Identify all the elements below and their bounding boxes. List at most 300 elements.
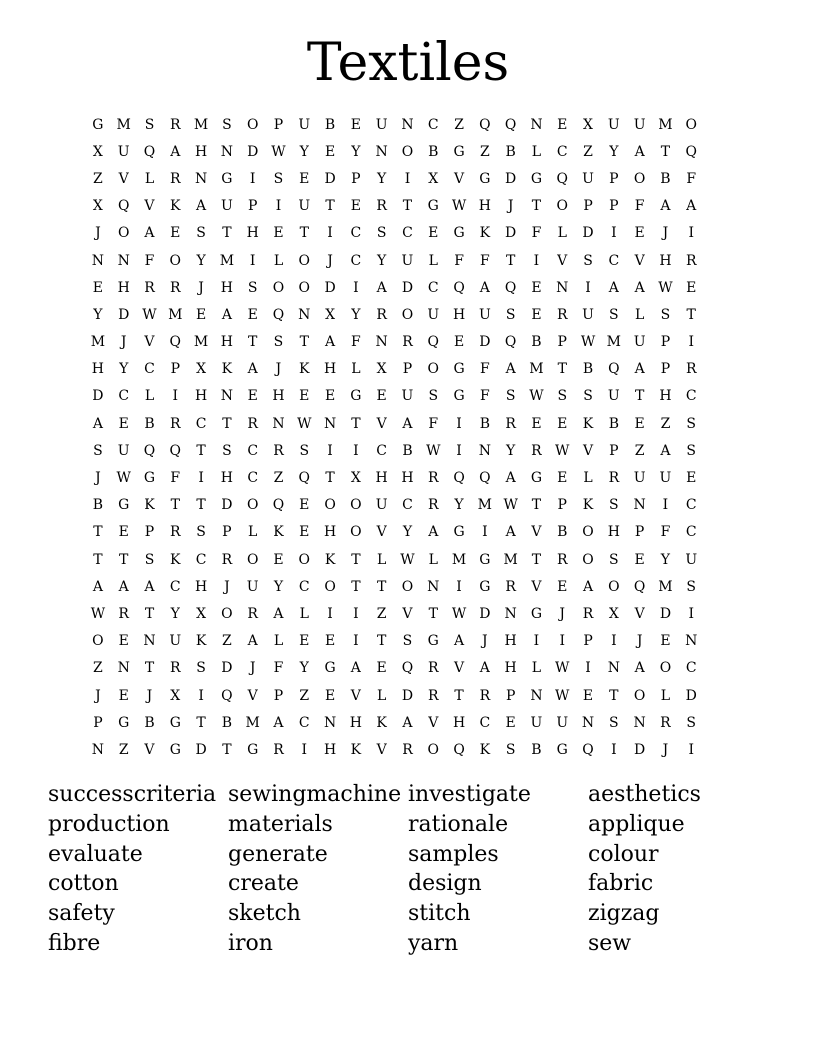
grid-letter: N	[298, 306, 311, 323]
grid-letter: Z	[299, 687, 310, 704]
grid-letter: K	[144, 497, 155, 514]
grid-letter: P	[402, 361, 413, 378]
grid-letter: C	[350, 252, 362, 269]
grid-letter: H	[659, 252, 672, 269]
grid-letter: A	[325, 334, 336, 351]
grid-letter: C	[556, 143, 568, 160]
grid-letter: V	[376, 415, 387, 432]
grid-letter: A	[634, 361, 645, 378]
grid-letter: S	[686, 415, 697, 432]
grid-letter: C	[402, 497, 413, 514]
grid-letter: R	[118, 605, 129, 622]
grid-letter: Y	[402, 524, 413, 541]
grid-letter: Q	[504, 116, 517, 133]
grid-letter: C	[685, 660, 697, 677]
grid-row	[85, 573, 745, 600]
grid-row	[85, 383, 745, 410]
grid-letter: C	[118, 388, 130, 405]
grid-letter: L	[557, 225, 567, 242]
grid-letter: I	[456, 442, 462, 459]
grid-letter: G	[530, 605, 543, 622]
grid-letter: R	[144, 279, 155, 296]
grid-letter: L	[531, 660, 542, 677]
grid-letter: T	[222, 415, 232, 432]
grid-letter: Q	[453, 741, 465, 758]
grid-letter: V	[634, 605, 645, 622]
grid-letter: R	[170, 524, 181, 541]
grid-letter: E	[350, 198, 361, 215]
grid-letter: Q	[298, 470, 311, 487]
grid-letter: B	[660, 170, 671, 187]
grid-letter: A	[479, 279, 490, 296]
grid-letter: R	[402, 741, 413, 758]
grid-letter: R	[608, 470, 620, 487]
grid-letter: E	[299, 497, 310, 514]
grid-letter: V	[453, 660, 465, 677]
grid-letter: H	[220, 470, 233, 487]
grid-letter: G	[453, 143, 465, 160]
grid-letter: S	[273, 334, 284, 351]
grid-letter: H	[117, 279, 130, 296]
grid-letter: D	[685, 687, 697, 704]
grid-letter: J	[275, 361, 282, 378]
grid-letter: I	[327, 605, 333, 622]
grid-row	[85, 247, 745, 274]
grid-letter: U	[169, 633, 182, 650]
grid-letter: B	[557, 524, 568, 541]
grid-letter: H	[504, 633, 517, 650]
grid-letter: T	[531, 551, 542, 568]
grid-letter: B	[324, 116, 336, 133]
grid-row	[85, 655, 745, 682]
grid-letter: G	[530, 170, 543, 187]
grid-letter: V	[634, 252, 645, 269]
grid-letter: J	[559, 605, 566, 622]
grid-letter: G	[118, 714, 130, 731]
grid-letter: I	[353, 279, 359, 296]
grid-letter: S	[144, 551, 155, 568]
word-list-item: safety	[48, 901, 115, 927]
word-list-item: aesthetics	[588, 782, 701, 807]
grid-letter: A	[453, 633, 465, 650]
grid-letter: C	[685, 388, 697, 405]
grid-letter: B	[505, 143, 516, 160]
grid-letter: U	[582, 306, 594, 323]
grid-letter: T	[376, 633, 387, 650]
grid-letter: G	[453, 524, 465, 541]
grid-row	[85, 193, 745, 220]
grid-letter: U	[530, 714, 543, 731]
grid-letter: D	[324, 170, 336, 187]
grid-letter: R	[376, 306, 387, 323]
grid-letter: T	[299, 334, 309, 351]
grid-letter: T	[531, 198, 542, 215]
grid-row	[85, 492, 745, 519]
grid-letter: I	[404, 170, 411, 187]
grid-letter: G	[221, 170, 233, 187]
grid-letter: N	[556, 279, 569, 296]
grid-letter: N	[323, 714, 337, 731]
grid-letter: F	[479, 252, 490, 269]
grid-letter: D	[401, 279, 414, 296]
grid-letter: R	[170, 279, 181, 296]
grid-letter: Y	[609, 143, 619, 160]
grid-letter: C	[608, 252, 620, 269]
grid-letter: E	[118, 524, 129, 541]
grid-letter: M	[477, 497, 493, 514]
grid-letter: T	[531, 497, 542, 514]
grid-letter: R	[170, 660, 181, 677]
grid-letter: I	[327, 225, 333, 242]
grid-letter: A	[402, 714, 413, 731]
grid-letter: O	[246, 116, 259, 133]
grid-letter: U	[607, 388, 620, 405]
grid-letter: L	[428, 252, 438, 269]
grid-letter: J	[662, 741, 669, 758]
grid-letter: T	[222, 225, 232, 242]
grid-letter: U	[685, 551, 698, 568]
grid-letter: Q	[169, 334, 182, 351]
grid-row	[85, 546, 745, 573]
grid-letter: E	[634, 551, 645, 568]
grid-letter: U	[375, 116, 388, 133]
grid-letter: L	[660, 687, 671, 704]
grid-letter: O	[582, 551, 594, 568]
grid-row	[85, 519, 745, 546]
grid-letter: O	[582, 524, 594, 541]
grid-letter: E	[428, 225, 439, 242]
grid-letter: L	[299, 605, 309, 622]
grid-letter: R	[221, 551, 233, 568]
grid-letter: X	[196, 605, 207, 622]
grid-letter: K	[170, 198, 181, 215]
grid-letter: M	[658, 116, 673, 133]
grid-letter: M	[606, 334, 621, 351]
grid-letter: H	[272, 388, 285, 405]
grid-letter: T	[325, 470, 335, 487]
grid-letter: G	[118, 497, 130, 514]
word-list-item: applique	[588, 811, 685, 837]
word-list-item: investigate	[408, 782, 531, 807]
grid-row	[85, 301, 745, 328]
grid-letter: Q	[143, 143, 156, 160]
grid-letter: K	[479, 741, 491, 758]
grid-letter: C	[685, 497, 697, 514]
grid-letter: L	[248, 524, 258, 541]
grid-letter: S	[583, 388, 593, 405]
grid-letter: L	[377, 551, 387, 568]
grid-letter: R	[402, 334, 413, 351]
grid-letter: E	[273, 225, 284, 242]
grid-letter: I	[688, 225, 694, 242]
grid-letter: C	[427, 279, 439, 296]
grid-letter: S	[505, 741, 516, 758]
grid-letter: R	[479, 687, 491, 704]
grid-letter: V	[118, 170, 129, 187]
grid-letter: O	[401, 578, 414, 595]
grid-letter: Q	[427, 334, 439, 351]
grid-row	[85, 111, 745, 138]
grid-letter: N	[427, 578, 440, 595]
grid-row	[85, 628, 745, 655]
grid-letter: H	[323, 741, 337, 758]
word-list-item: samples	[408, 841, 499, 867]
grid-letter: B	[531, 741, 542, 758]
grid-letter: D	[92, 388, 104, 405]
grid-letter: T	[325, 198, 335, 215]
grid-letter: P	[660, 334, 671, 351]
grid-letter: Q	[401, 660, 414, 677]
grid-letter: U	[117, 442, 130, 459]
grid-letter: R	[170, 415, 181, 432]
grid-letter: R	[556, 551, 568, 568]
grid-letter: P	[351, 170, 361, 187]
grid-letter: E	[505, 714, 516, 731]
grid-letter: Q	[685, 143, 697, 160]
grid-letter: Q	[272, 497, 285, 514]
grid-letter: J	[482, 633, 488, 650]
grid-letter: O	[350, 524, 362, 541]
grid-letter: E	[118, 415, 129, 432]
grid-letter: N	[401, 116, 414, 133]
grid-letter: M	[219, 252, 235, 269]
grid-letter: B	[582, 361, 594, 378]
grid-letter: O	[633, 170, 646, 187]
letter-grid	[85, 111, 745, 764]
grid-letter: O	[117, 225, 130, 242]
grid-letter: Q	[272, 306, 285, 323]
grid-letter: N	[633, 714, 646, 731]
grid-letter: L	[377, 687, 387, 704]
grid-letter: W	[555, 687, 570, 704]
grid-letter: R	[427, 660, 439, 677]
grid-letter: A	[634, 660, 645, 677]
grid-letter: E	[195, 306, 207, 323]
word-list-item: sewingmachine	[228, 782, 402, 807]
grid-letter: G	[247, 741, 259, 758]
grid-letter: W	[580, 334, 596, 351]
grid-letter: T	[144, 605, 155, 622]
grid-letter: O	[272, 279, 285, 296]
grid-letter: X	[376, 361, 387, 378]
grid-letter: U	[298, 198, 311, 215]
grid-letter: V	[531, 524, 542, 541]
grid-letter: G	[169, 741, 181, 758]
grid-letter: I	[688, 334, 694, 351]
grid-letter: E	[557, 415, 568, 432]
grid-letter: Z	[376, 605, 387, 622]
grid-letter: S	[686, 442, 697, 459]
grid-letter: P	[634, 524, 645, 541]
grid-row	[85, 356, 745, 383]
grid-letter: C	[685, 524, 697, 541]
grid-letter: E	[247, 388, 258, 405]
grid-letter: O	[685, 116, 697, 133]
grid-letter: O	[633, 687, 646, 704]
grid-letter: Q	[453, 279, 465, 296]
grid-letter: X	[350, 470, 361, 487]
grid-letter: O	[246, 497, 259, 514]
grid-letter: H	[91, 361, 104, 378]
grid-letter: A	[376, 279, 387, 296]
grid-letter: I	[533, 633, 540, 650]
grid-letter: R	[273, 741, 284, 758]
grid-letter: Z	[479, 143, 490, 160]
grid-letter: T	[222, 741, 232, 758]
grid-letter: A	[479, 660, 490, 677]
word-list-item: evaluate	[48, 841, 143, 867]
grid-letter: L	[634, 306, 645, 323]
puzzle-title: Textiles	[306, 33, 510, 93]
grid-letter: R	[273, 442, 284, 459]
grid-letter: I	[482, 524, 488, 541]
grid-letter: P	[609, 170, 619, 187]
grid-letter: J	[224, 578, 230, 595]
grid-letter: T	[351, 551, 361, 568]
grid-letter: T	[248, 334, 258, 351]
grid-letter: U	[633, 116, 646, 133]
grid-letter: G	[556, 741, 568, 758]
grid-letter: E	[299, 170, 310, 187]
grid-letter: N	[272, 415, 285, 432]
grid-letter: R	[427, 497, 439, 514]
grid-letter: T	[144, 660, 155, 677]
grid-letter: E	[686, 279, 697, 296]
grid-letter: E	[453, 334, 465, 351]
grid-letter: T	[609, 687, 619, 704]
grid-letter: A	[660, 442, 671, 459]
grid-letter: Y	[170, 605, 180, 622]
grid-letter: N	[220, 143, 233, 160]
grid-letter: B	[221, 714, 233, 731]
grid-letter: O	[556, 198, 568, 215]
grid-letter: Q	[117, 198, 130, 215]
grid-letter: E	[531, 415, 542, 432]
grid-letter: Y	[93, 306, 103, 323]
grid-letter: M	[245, 714, 260, 731]
grid-letter: I	[327, 442, 333, 459]
word-list-item: fibre	[48, 930, 101, 956]
grid-letter: E	[299, 388, 310, 405]
grid-letter: J	[662, 225, 669, 242]
grid-letter: N	[117, 660, 130, 677]
grid-letter: E	[531, 279, 542, 296]
grid-letter: K	[582, 497, 594, 514]
grid-letter: P	[609, 198, 619, 215]
grid-letter: T	[402, 198, 413, 215]
grid-letter: I	[559, 633, 565, 650]
grid-letter: T	[170, 497, 180, 514]
grid-letter: E	[247, 306, 258, 323]
grid-letter: G	[453, 388, 465, 405]
grid-letter: O	[427, 741, 439, 758]
grid-letter: E	[660, 633, 671, 650]
grid-letter: V	[144, 741, 155, 758]
grid-letter: K	[479, 225, 491, 242]
grid-letter: P	[583, 633, 593, 650]
grid-letter: T	[93, 524, 103, 541]
grid-letter: E	[350, 116, 361, 133]
grid-letter: Q	[479, 470, 491, 487]
grid-letter: A	[402, 415, 413, 432]
grid-row	[85, 274, 745, 301]
grid-letter: H	[452, 306, 466, 323]
grid-letter: F	[273, 660, 284, 677]
grid-letter: J	[327, 252, 333, 269]
grid-letter: F	[428, 415, 439, 432]
grid-letter: Y	[660, 551, 671, 568]
grid-letter: A	[196, 198, 207, 215]
grid-letter: U	[556, 714, 569, 731]
grid-letter: M	[116, 116, 131, 133]
grid-letter: D	[659, 605, 672, 622]
grid-letter: B	[144, 415, 155, 432]
grid-letter: S	[247, 279, 258, 296]
grid-letter: E	[92, 279, 104, 296]
grid-letter: K	[350, 741, 362, 758]
grid-letter: I	[353, 633, 359, 650]
grid-letter: A	[634, 143, 645, 160]
word-list-item: yarn	[408, 930, 459, 956]
grid-letter: Q	[453, 470, 465, 487]
grid-letter: P	[273, 116, 284, 133]
grid-letter: A	[608, 279, 619, 296]
grid-letter: S	[222, 116, 232, 133]
grid-letter: F	[660, 524, 671, 541]
grid-letter: O	[401, 143, 414, 160]
grid-letter: J	[249, 660, 256, 677]
grid-letter: Q	[608, 361, 620, 378]
grid-letter: P	[247, 198, 258, 215]
grid-letter: C	[350, 225, 362, 242]
word-list-item: design	[408, 871, 482, 897]
grid-letter: G	[479, 551, 491, 568]
grid-letter: Y	[119, 361, 129, 378]
grid-letter: L	[273, 633, 284, 650]
grid-row	[85, 138, 745, 165]
grid-letter: R	[660, 714, 671, 731]
grid-row	[85, 437, 745, 464]
grid-letter: Y	[196, 252, 206, 269]
grid-letter: H	[478, 198, 491, 215]
grid-letter: D	[582, 225, 594, 242]
grid-letter: A	[118, 578, 129, 595]
grid-letter: O	[298, 279, 311, 296]
grid-letter: F	[686, 170, 697, 187]
grid-letter: X	[325, 306, 336, 323]
grid-letter: E	[324, 388, 336, 405]
grid-letter: T	[196, 442, 206, 459]
grid-letter: Y	[506, 442, 516, 459]
grid-letter: T	[557, 361, 567, 378]
grid-letter: C	[247, 442, 259, 459]
grid-letter: C	[298, 714, 310, 731]
grid-letter: E	[557, 116, 568, 133]
grid-letter: A	[247, 633, 258, 650]
grid-letter: K	[195, 633, 207, 650]
grid-letter: N	[375, 334, 388, 351]
grid-letter: D	[221, 660, 233, 677]
grid-letter: W	[271, 143, 286, 160]
grid-letter: L	[273, 252, 284, 269]
grid-letter: D	[479, 334, 491, 351]
grid-letter: O	[608, 578, 620, 595]
grid-letter: K	[582, 415, 594, 432]
grid-letter: D	[505, 170, 517, 187]
grid-letter: H	[659, 388, 672, 405]
grid-letter: W	[451, 605, 467, 622]
grid-letter: B	[144, 714, 155, 731]
